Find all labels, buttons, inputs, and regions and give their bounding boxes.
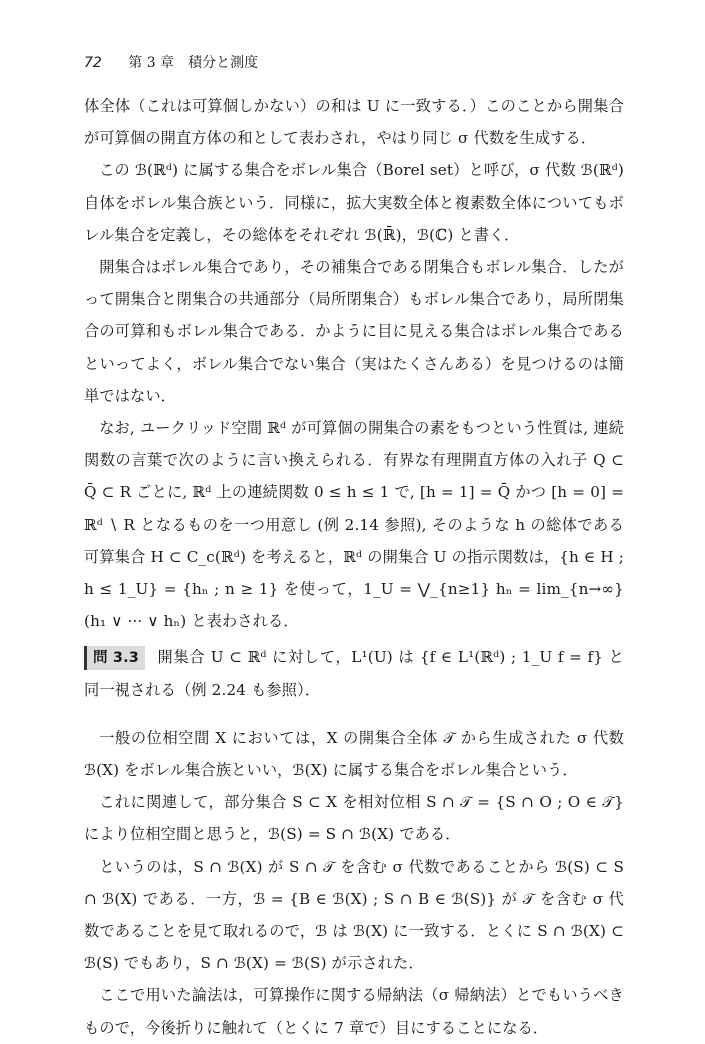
running-header (84, 53, 644, 73)
main-text (84, 90, 624, 1044)
problem-text: 開集合 U ⊂ ℝᵈ に対して，L¹(U) は {f ∈ L¹(ℝᵈ) ; 1_U f = f} と同一視される（例 2.24 も参照）． (84, 648, 624, 699)
paragraph: なお, ユークリッド空間 ℝᵈ が可算個の開集合の素をもつという性質は, 連続関数の言葉で次のように言い換えられる．有界な有理開直方体の入れ子 Q ⊂ Q̄ ⊂ R ごとに, ℝᵈ 上の連続関数 0 ≤ h ≤ 1 で, [h = 1] = Q̄ かつ [h = 0] = ℝᵈ ∖ R となるものを一つ用意し (例 2.14 参照), そのような h の総体である可算集合 H ⊂ C_c(ℝᵈ) を考えると，ℝᵈ の開集合 U の指示関数は，{h ∈ H ; h ≤ 1_U} = {hₙ ; n ≥ 1} を使って，1_U = ⋁_{n≥1} hₙ = lim_{n→∞}(h₁ ∨ ··· ∨ hₙ) と表わされる． (84, 419, 624, 631)
problem-label: 問 3.3 (84, 646, 145, 670)
page-number: 72 (84, 55, 102, 71)
paragraph: この ℬ(ℝᵈ) に属する集合をボレル集合（Borel set）と呼び，σ 代数 ℬ(ℝᵈ) 自体をボレル集合族という．同様に，拡大実数全体と複素数全体についてもボレル集合を定義し，その総体をそれぞれ ℬ(ℝ̄)，ℬ(ℂ) と書く． (84, 161, 624, 244)
paragraph: 体全体（これは可算個しかない）の和は U に一致する．）このことから開集合が可算個の開直方体の和として表わされ，やはり同じ σ 代数を生成する． (84, 97, 624, 148)
section-gap (84, 706, 624, 722)
paragraph: 開集合はボレル集合であり，その補集合である閉集合もボレル集合．したがって開集合と閉集合の共通部分（局所閉集合）もボレル集合であり，局所閉集合の可算和もボレル集合である．かように目に見える集合はボレル集合であるといってよく，ボレル集合でない集合（実はたくさんある）を見つけるのは簡単ではない． (84, 258, 624, 405)
paragraph: これに関連して，部分集合 S ⊂ X を相対位相 S ∩ 𝒯 = {S ∩ O ; O ∈ 𝒯} により位相空間と思うと，ℬ(S) = S ∩ ℬ(X) である． (84, 793, 624, 844)
problem-block (84, 641, 624, 705)
paragraph: ここで用いた論法は，可算操作に関する帰納法（σ 帰納法）とでもいうべきもので，今後折りに触れて（とくに 7 章で）目にすることになる． (84, 986, 624, 1037)
chapter-title: 第 3 章 積分と測度 (128, 55, 259, 71)
paragraph: というのは，S ∩ ℬ(X) が S ∩ 𝒯 を含む σ 代数であることから ℬ(S) ⊂ S ∩ ℬ(X) である．一方，ℬ = {B ∈ ℬ(X) ; S ∩ B ∈ ℬ(S)} が 𝒯 を含む σ 代数であることを見て取れるので，ℬ は ℬ(X) に一致する．とくに S ∩ ℬ(X) ⊂ ℬ(S) でもあり，S ∩ ℬ(X) = ℬ(S) が示された． (84, 857, 624, 973)
paragraph: 一般の位相空間 X においては，X の開集合全体 𝒯 から生成された σ 代数 ℬ(X) をボレル集合族といい，ℬ(X) に属する集合をボレル集合という． (84, 728, 624, 780)
